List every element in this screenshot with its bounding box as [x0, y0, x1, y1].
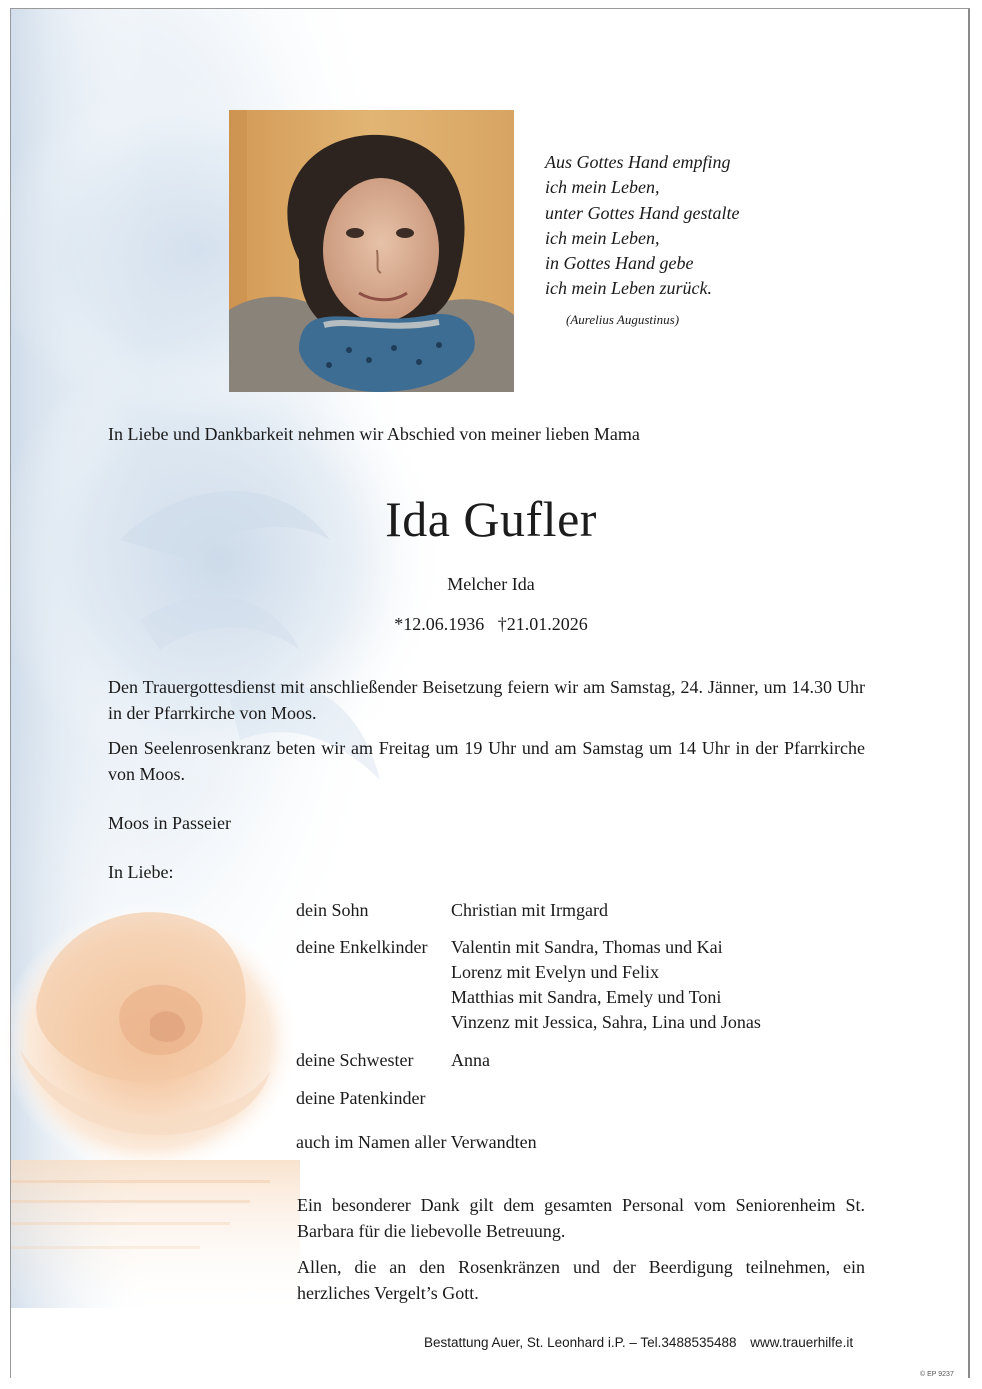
funeral-home-info: Bestattung Auer, St. Leonhard i.P. – Tel.3488535488: [424, 1335, 737, 1350]
sister-names: Anna: [451, 1050, 490, 1070]
poem-line: ich mein Leben,: [545, 177, 660, 198]
sister-label: deine Schwester: [296, 1050, 414, 1070]
poem-line: ich mein Leben,: [545, 227, 660, 248]
footer: [424, 1335, 853, 1350]
son-label: dein Sohn: [296, 900, 369, 920]
grandchildren-line: Valentin mit Sandra, Thomas und Kai: [451, 937, 723, 957]
thanks-paragraph: Ein besonderer Dank gilt dem gesamten Personal vom Seniorenheim St. Barbara für die liebevolle Betreuung.: [297, 1195, 865, 1241]
poem-line: ich mein Leben zurück.: [545, 278, 712, 299]
poem-line: unter Gottes Hand gestalte: [545, 202, 740, 223]
portrait-photo: [229, 110, 514, 392]
grandchildren-line: Lorenz mit Evelyn und Felix: [451, 962, 659, 982]
poem-line: in Gottes Hand gebe: [545, 253, 694, 274]
maiden-name: Melcher Ida: [447, 574, 535, 594]
grandchildren-line: Vinzenz mit Jessica, Sahra, Lina und Jonas: [451, 1012, 761, 1032]
rosary-paragraph: Den Seelenrosenkranz beten wir am Freitag um 19 Uhr und am Samstag um 14 Uhr in der Pfarrkirche von Moos.: [108, 738, 865, 784]
deceased-name: Ida Gufler: [385, 491, 597, 547]
poem: [545, 150, 845, 302]
grandchildren-line: Matthias mit Sandra, Emely und Toni: [451, 987, 722, 1007]
service-paragraph: Den Trauergottesdienst mit anschließender Beisetzung feiern wir am Samstag, 24. Jänner, um 14.30 Uhr in der Pfarrkirche von Moos.: [108, 677, 865, 723]
grandchildren-label: deine Enkelkinder: [296, 937, 428, 957]
all-relatives-text: auch im Namen aller Verwandten: [296, 1132, 537, 1152]
in-love-label: In Liebe:: [108, 862, 174, 882]
godchildren-label: deine Patenkinder: [296, 1088, 426, 1108]
print-code: © EP 9237: [920, 1371, 954, 1378]
closing-paragraph: Allen, die an den Rosenkränzen und der Beerdigung teilnehmen, ein herzliches Vergelt’s Gott.: [297, 1257, 865, 1303]
place-text: Moos in Passeier: [108, 813, 231, 833]
life-dates: *12.06.1936 †21.01.2026: [394, 614, 588, 634]
poem-line: Aus Gottes Hand empfing: [545, 152, 731, 172]
website-link[interactable]: www.trauerhilfe.it: [750, 1335, 854, 1350]
son-names: Christian mit Irmgard: [451, 900, 608, 920]
grandchildren-list: [451, 934, 761, 1034]
intro-text: In Liebe und Dankbarkeit nehmen wir Abschied von meiner lieben Mama: [108, 424, 640, 444]
poem-author: (Aurelius Augustinus): [566, 312, 680, 327]
